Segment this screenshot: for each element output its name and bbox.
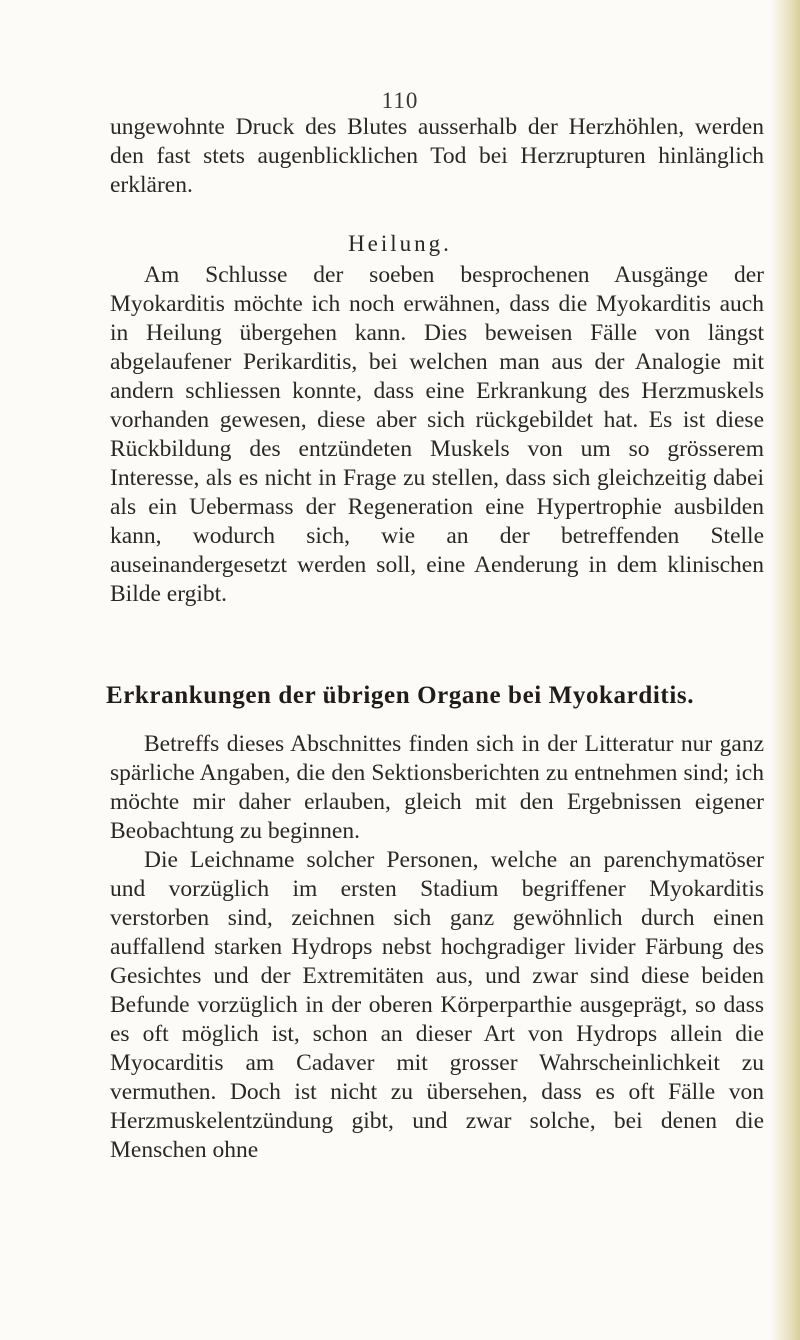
page-edge-shadow (770, 0, 800, 1340)
paragraph-continuation: ungewohnte Druck des Blutes ausserhalb der Herzhöhlen, werden den fast stets augenblicklichen Tod bei Herzrupturen hinlänglich erklären. (110, 114, 764, 198)
subheading-heilung: Heilung. (348, 231, 452, 256)
paragraph-heilung: Am Schlusse der soeben besprochenen Ausgänge der Myokarditis möchte ich noch erwähnen, dass die Myokarditis auch in Heilung übergehen kann. Dies beweisen Fälle von längst abgelaufener Perikarditis, bei welchen man aus der Analogie mit andern schliessen konnte, dass eine Erkrankung des Herzmuskels vorhanden gewesen, diese aber sich rückgebildet hat. Es ist diese Rückbildung des entzündeten Muskels von um so grösserem Interesse, als es nicht in Frage zu stellen, dass sich gleichzeitig dabei als ein Uebermass der Regeneration eine Hypertrophie ausbilden kann, wodurch sich, wie an der betreffenden Stelle auseinandergesetzt werden soll, eine Aenderung in dem klinischen Bilde ergibt. (110, 262, 764, 607)
section-body (110, 730, 764, 1165)
paragraph-section-1: Betreffs dieses Abschnittes finden sich in der Litteratur nur ganz spärliche Angaben, die den Sektionsberichten zu entnehmen sind; ich möchte mir daher erlauben, gleich mit den Ergebnissen eigener Beobachtung zu beginnen. (110, 731, 764, 844)
paragraph-section-2: Die Leichname solcher Personen, welche an parenchymatöser und vorzüglich im ersten Stadium begriffener Myokarditis verstorben sind, zeichnen sich ganz gewöhnlich durch einen auffallend starken Hydrops nebst hochgradiger livider Färbung des Gesichtes und der Extremitäten aus, und zwar sind diese beiden Befunde vorzüglich in der oberen Körperparthie ausgeprägt, so dass es oft möglich ist, schon an dieser Art von Hydrops allein die Myocarditis am Cadaver mit grosser Wahrscheinlichkeit zu vermuthen. Doch ist nicht zu übersehen, dass es oft Fälle von Herzmuskelentzündung gibt, und zwar solche, bei denen die Menschen ohne (110, 847, 764, 1163)
section-heading: Erkrankungen der übrigen Organe bei Myokarditis. (105, 682, 695, 709)
page-number: 110 (381, 88, 419, 113)
